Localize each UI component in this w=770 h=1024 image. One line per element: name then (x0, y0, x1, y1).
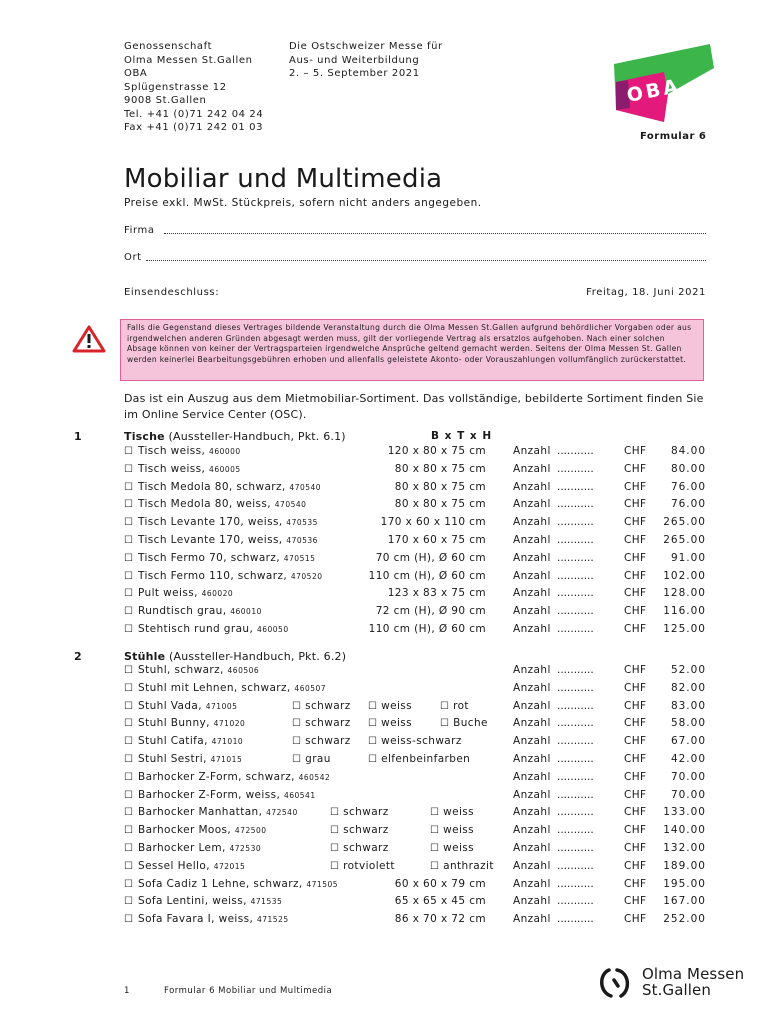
anzahl-label: Anzahl (513, 445, 551, 457)
address-line: OBA (124, 68, 148, 79)
address-line: Genossenschaft (124, 41, 213, 52)
anzahl-input[interactable]: ........... (557, 445, 594, 457)
anzahl-label: Anzahl (513, 842, 551, 854)
item-price: 82.00 (670, 681, 706, 694)
currency-label: CHF (624, 770, 647, 783)
anzahl-input[interactable]: ........... (557, 913, 594, 926)
item-code: 470520 (290, 571, 323, 581)
anzahl-input[interactable]: ........... (557, 895, 594, 908)
item-label: Tisch Fermo 70, schwarz, 470515 (138, 551, 316, 564)
option-checkbox[interactable]: ☐ weiss (368, 717, 413, 730)
item-code: 460005 (209, 464, 241, 474)
anzahl-label: Anzahl (513, 735, 551, 748)
item-price: 80.00 (670, 462, 706, 475)
item-code: 471505 (306, 879, 339, 889)
item-row (124, 463, 706, 481)
currency-label: CHF (624, 788, 647, 801)
item-label: Barhocker Lem, 472530 (138, 842, 262, 854)
item-checkbox[interactable]: ☐ (124, 789, 134, 801)
ort-dotted-line[interactable] (146, 260, 706, 261)
section-ref: (Aussteller-Handbuch, Pkt. 6.1) (168, 430, 346, 443)
item-row (124, 895, 706, 913)
anzahl-input[interactable]: ........... (557, 735, 594, 748)
anzahl-input[interactable]: ........... (557, 806, 594, 819)
dimension-header: B x T x H (431, 430, 493, 442)
deadline-label: Einsendeschluss: (124, 287, 220, 298)
item-row (124, 842, 706, 860)
item-price: 70.00 (670, 788, 706, 801)
anzahl-input[interactable]: ........... (557, 587, 594, 600)
anzahl-input[interactable]: ........... (557, 717, 594, 730)
anzahl-label: Anzahl (513, 753, 551, 765)
anzahl-label: Anzahl (513, 462, 551, 475)
item-row (124, 735, 706, 753)
currency-label: CHF (624, 569, 647, 582)
option-checkbox[interactable]: ☐ rotviolett (330, 859, 395, 872)
option-checkbox[interactable]: ☐ schwarz (292, 717, 351, 730)
item-checkbox[interactable]: ☐ (124, 624, 134, 635)
anzahl-input[interactable]: ........... (557, 681, 594, 694)
item-price: 189.00 (663, 859, 706, 872)
item-row (124, 587, 706, 605)
item-row (124, 878, 706, 896)
item-code: 472500 (234, 826, 267, 836)
item-checkbox[interactable]: ☐ (124, 446, 134, 457)
currency-label: CHF (624, 895, 647, 908)
currency-label: CHF (624, 913, 647, 926)
option-checkbox[interactable]: ☐ grau (292, 753, 331, 765)
item-price: 102.00 (663, 569, 706, 582)
anzahl-label: Anzahl (513, 806, 551, 819)
anzahl-label: Anzahl (513, 605, 551, 618)
anzahl-label: Anzahl (513, 498, 551, 511)
option-checkbox[interactable]: ☐ schwarz (330, 842, 389, 854)
item-checkbox[interactable]: ☐ (124, 499, 134, 511)
currency-label: CHF (624, 806, 647, 819)
section-heading (124, 430, 346, 443)
option-checkbox[interactable]: ☐ anthrazit (430, 859, 494, 872)
option-checkbox[interactable]: ☐ weiss (430, 842, 475, 854)
item-row (124, 481, 706, 499)
item-label: Pult weiss, 460020 (138, 587, 234, 600)
item-checkbox[interactable]: ☐ (124, 718, 134, 730)
firma-dotted-line[interactable] (164, 233, 706, 234)
item-price: 42.00 (670, 753, 706, 765)
anzahl-input[interactable]: ........... (557, 498, 594, 511)
anzahl-input[interactable]: ........... (557, 623, 594, 635)
item-checkbox[interactable]: ☐ (124, 700, 134, 712)
item-code: 472540 (266, 808, 298, 818)
sender-address (124, 40, 263, 135)
item-checkbox[interactable]: ☐ (124, 606, 134, 618)
item-dimensions: 80 x 80 x 75 cm (394, 480, 486, 493)
anzahl-input[interactable]: ........... (557, 534, 594, 546)
item-label: Sofa Cadiz 1 Lehne, schwarz, 471505 (138, 877, 339, 890)
item-price: 265.00 (663, 516, 706, 529)
item-dimensions: 60 x 60 x 79 cm (394, 877, 486, 890)
item-label: Tisch Medola 80, weiss, 470540 (138, 498, 307, 511)
address-line: Fax +41 (0)71 242 01 03 (124, 122, 264, 133)
item-checkbox[interactable]: ☐ (124, 665, 134, 676)
firma-label: Firma (124, 225, 155, 236)
item-code: 472530 (229, 844, 262, 853)
item-code: 460010 (230, 607, 262, 617)
currency-label: CHF (624, 824, 647, 837)
anzahl-input[interactable]: ........... (557, 770, 594, 783)
currency-label: CHF (624, 664, 647, 676)
item-dimensions: 70 cm (H), Ø 60 cm (375, 551, 486, 564)
anzahl-label: Anzahl (513, 551, 551, 564)
anzahl-input[interactable]: ........... (557, 877, 594, 890)
fair-line: Aus- und Weiterbildung (289, 54, 420, 66)
item-row (124, 771, 706, 789)
form-label: Formular 6 (640, 131, 707, 142)
item-price: 140.00 (663, 824, 706, 837)
item-price: 84.00 (670, 445, 706, 457)
item-code: 470536 (286, 536, 318, 545)
item-row (124, 806, 706, 824)
item-code: 470535 (286, 518, 318, 528)
anzahl-label: Anzahl (513, 623, 551, 635)
anzahl-input[interactable]: ........... (557, 859, 594, 872)
item-checkbox[interactable]: ☐ (124, 552, 134, 564)
item-checkbox[interactable]: ☐ (124, 825, 134, 837)
anzahl-input[interactable]: ........... (557, 788, 594, 801)
item-label: Stuhl Vada, 471005 (138, 699, 238, 712)
item-checkbox[interactable]: ☐ (124, 588, 134, 600)
item-dimensions: 120 x 80 x 75 cm (387, 445, 486, 457)
address-line: Tel. +41 (0)71 242 04 24 (124, 108, 264, 120)
item-dimensions: 80 x 80 x 75 cm (394, 498, 486, 511)
item-dimensions: 65 x 65 x 45 cm (394, 895, 486, 908)
currency-label: CHF (624, 842, 647, 854)
anzahl-label: Anzahl (513, 534, 551, 546)
item-price: 58.00 (670, 717, 706, 730)
fair-line: Die Ostschweizer Messe für (289, 41, 443, 52)
item-checkbox[interactable]: ☐ (124, 896, 134, 908)
section-number: 2 (74, 650, 82, 663)
item-row (124, 664, 706, 682)
item-row (124, 753, 706, 771)
brand-line: St.Gallen (642, 981, 711, 999)
currency-label: CHF (624, 587, 647, 600)
item-label: Stehtisch rund grau, 460050 (138, 623, 289, 635)
item-row (124, 824, 706, 842)
currency-label: CHF (624, 699, 647, 712)
item-code: 471005 (205, 701, 238, 711)
item-checkbox[interactable]: ☐ (124, 771, 134, 783)
currency-label: CHF (624, 717, 647, 730)
item-row (124, 913, 706, 931)
anzahl-label: Anzahl (513, 569, 551, 582)
item-price: 252.00 (663, 913, 706, 926)
item-label: Tisch Fermo 110, schwarz, 470520 (138, 569, 323, 582)
item-dimensions: 72 cm (H), Ø 90 cm (375, 605, 486, 618)
anzahl-label: Anzahl (513, 913, 551, 926)
item-dimensions: 86 x 70 x 72 cm (394, 913, 486, 926)
item-price: 125.00 (663, 623, 706, 635)
item-label: Tisch Medola 80, schwarz, 470540 (138, 480, 322, 493)
item-price: 133.00 (663, 806, 706, 819)
option-checkbox[interactable]: ☐ elfenbeinfarben (368, 753, 471, 765)
item-code: 470540 (289, 482, 322, 492)
item-price: 83.00 (670, 699, 706, 712)
item-code: 471010 (211, 737, 244, 747)
item-checkbox[interactable]: ☐ (124, 517, 134, 529)
intro-text: Das ist ein Auszug aus dem Mietmobiliar-Sortiment. Das vollständige, bebilderte Sortiment finden Sie im Online Service Center (OSC). (124, 392, 704, 421)
anzahl-input[interactable]: ........... (557, 462, 594, 475)
item-code: 460542 (298, 772, 331, 782)
item-label: Stuhl Bunny, 471020 (138, 717, 246, 730)
item-label: Rundtisch grau, 460010 (138, 605, 262, 618)
item-label: Stuhl mit Lehnen, schwarz, 460507 (138, 681, 327, 694)
item-row (124, 700, 706, 718)
item-dimensions: 123 x 83 x 75 cm (387, 587, 486, 600)
footer-label: Formular 6 Mobiliar und Multimedia (164, 986, 333, 996)
option-checkbox[interactable]: ☐ weiss (368, 699, 413, 712)
section-title: Stühle (124, 650, 166, 663)
item-label: Stuhl Catifa, 471010 (138, 735, 244, 748)
section-heading (124, 650, 346, 663)
item-checkbox[interactable]: ☐ (124, 463, 134, 475)
brand-line: Olma Messen (642, 965, 745, 983)
option-checkbox[interactable]: ☐ rot (440, 699, 469, 712)
logo-text: OBA (625, 74, 683, 107)
anzahl-input[interactable]: ........... (557, 551, 594, 564)
item-price: 70.00 (670, 770, 706, 783)
option-checkbox[interactable]: ☐ schwarz (292, 735, 351, 748)
anzahl-label: Anzahl (513, 877, 551, 890)
anzahl-input[interactable]: ........... (557, 842, 594, 854)
oba-logo (608, 38, 718, 124)
item-checkbox[interactable]: ☐ (124, 736, 134, 748)
anzahl-label: Anzahl (513, 699, 551, 712)
item-code: 460020 (201, 589, 234, 599)
anzahl-input[interactable]: ........... (557, 480, 594, 493)
anzahl-input[interactable]: ........... (557, 664, 594, 676)
item-label: Tisch weiss, 460005 (138, 462, 241, 475)
currency-label: CHF (624, 735, 647, 748)
deadline-value: Freitag, 18. Juni 2021 (586, 287, 706, 298)
item-row (124, 445, 706, 463)
currency-label: CHF (624, 877, 647, 890)
option-checkbox[interactable]: ☐ schwarz (292, 699, 351, 712)
item-checkbox[interactable]: ☐ (124, 878, 134, 890)
item-checkbox[interactable]: ☐ (124, 914, 134, 926)
anzahl-label: Anzahl (513, 516, 551, 529)
option-checkbox[interactable]: ☐ weiss (430, 806, 475, 819)
item-checkbox[interactable]: ☐ (124, 754, 134, 765)
item-label: Barhocker Z-Form, weiss, 460541 (138, 788, 316, 801)
anzahl-label: Anzahl (513, 770, 551, 783)
item-row (124, 682, 706, 700)
item-code: 471525 (256, 915, 289, 925)
item-checkbox[interactable]: ☐ (124, 860, 134, 872)
item-checkbox[interactable]: ☐ (124, 682, 134, 694)
ort-label: Ort (124, 252, 142, 263)
currency-label: CHF (624, 605, 647, 618)
item-label: Sessel Hello, 472015 (138, 859, 246, 872)
page-number: 1 (124, 986, 130, 996)
item-code: 471535 (250, 897, 283, 907)
fair-line: 2. – 5. September 2021 (289, 68, 420, 79)
anzahl-label: Anzahl (513, 895, 551, 908)
item-label: Tisch weiss, 460000 (138, 445, 241, 457)
currency-label: CHF (624, 753, 647, 765)
item-price: 67.00 (670, 735, 706, 748)
section-ref: (Aussteller-Handbuch, Pkt. 6.2) (168, 650, 347, 663)
item-code: 460000 (209, 447, 241, 456)
warning-icon (72, 325, 106, 353)
address-line: Olma Messen St.Gallen (124, 54, 253, 66)
item-row (124, 534, 706, 552)
item-price: 116.00 (663, 605, 706, 618)
item-code: 470540 (274, 500, 307, 510)
currency-label: CHF (624, 516, 647, 529)
cancellation-notice: Falls die Gegenstand dieses Vertrages bildende Veranstaltung durch die Olma Messen St.Gallen aufgrund behördlicher Vorgaben oder aus irgendwelchen anderen Gründen abgesagt werden muss, gilt der vorliegende Vertrag als ersatzlos aufgehoben. Nach einer solchen Absage können von keiner der Vertragsparteien irgendwelche Ansprüche geltend gemacht werden. Seitens der Olma Messen St. Gallen werden keinerlei Bearbeitungsgebühren erhoben und allenfalls geleistete Akonto- oder Vorauszahlungen vollumfänglich zurückerstattet. (120, 319, 704, 381)
olma-logo-icon (597, 966, 635, 1000)
anzahl-input[interactable]: ........... (557, 824, 594, 837)
currency-label: CHF (624, 681, 647, 694)
item-checkbox[interactable]: ☐ (124, 535, 134, 546)
currency-label: CHF (624, 534, 647, 546)
currency-label: CHF (624, 859, 647, 872)
item-code: 471015 (210, 755, 243, 764)
item-price: 132.00 (663, 842, 706, 854)
option-checkbox[interactable]: ☐ weiss (430, 824, 475, 837)
item-price: 167.00 (663, 895, 706, 908)
item-label: Barhocker Moos, 472500 (138, 824, 267, 837)
item-checkbox[interactable]: ☐ (124, 570, 134, 582)
currency-label: CHF (624, 551, 647, 564)
item-row (124, 552, 706, 570)
option-checkbox[interactable]: ☐ weiss-schwarz (368, 735, 462, 748)
ort-field[interactable] (124, 252, 706, 263)
item-dimensions: 170 x 60 x 110 cm (380, 516, 486, 529)
anzahl-label: Anzahl (513, 788, 551, 801)
anzahl-input[interactable]: ........... (557, 753, 594, 765)
item-row (124, 498, 706, 516)
anzahl-label: Anzahl (513, 824, 551, 837)
item-code: 460506 (227, 666, 260, 675)
option-checkbox[interactable]: ☐ schwarz (330, 824, 389, 837)
item-price: 195.00 (663, 877, 706, 890)
item-row (124, 789, 706, 807)
currency-label: CHF (624, 623, 647, 635)
item-dimensions: 110 cm (H), Ø 60 cm (368, 623, 486, 635)
item-dimensions: 110 cm (H), Ø 60 cm (368, 569, 486, 582)
page-subtitle: Preise exkl. MwSt. Stückpreis, sofern nicht anders angegeben. (124, 197, 482, 209)
item-label: Sofa Lentini, weiss, 471535 (138, 895, 283, 908)
address-line: 9008 St.Gallen (124, 95, 207, 106)
item-row (124, 860, 706, 878)
item-row (124, 717, 706, 735)
item-label: Barhocker Manhattan, 472540 (138, 806, 298, 819)
item-label: Tisch Levante 170, weiss, 470535 (138, 516, 318, 529)
currency-label: CHF (624, 498, 647, 511)
section-number: 1 (74, 430, 82, 443)
item-price: 128.00 (663, 587, 706, 600)
item-checkbox[interactable]: ☐ (124, 807, 134, 819)
item-dimensions: 80 x 80 x 75 cm (394, 462, 486, 475)
anzahl-input[interactable]: ........... (557, 569, 594, 582)
item-code: 460541 (283, 790, 316, 800)
page-title: Mobiliar und Multimedia (124, 164, 443, 194)
firma-field[interactable] (124, 225, 706, 236)
currency-label: CHF (624, 445, 647, 457)
currency-label: CHF (624, 480, 647, 493)
item-row (124, 516, 706, 534)
anzahl-label: Anzahl (513, 681, 551, 694)
item-label: Sofa Favara I, weiss, 471525 (138, 913, 289, 926)
anzahl-label: Anzahl (513, 480, 551, 493)
anzahl-input[interactable]: ........... (557, 605, 594, 618)
olma-brand (642, 966, 744, 998)
currency-label: CHF (624, 462, 647, 475)
item-checkbox[interactable]: ☐ (124, 843, 134, 854)
item-code: 460050 (256, 625, 289, 634)
item-price: 91.00 (670, 551, 706, 564)
item-label: Stuhl, schwarz, 460506 (138, 664, 260, 676)
item-label: Stuhl Sestri, 471015 (138, 753, 243, 765)
item-label: Tisch Levante 170, weiss, 470536 (138, 534, 318, 546)
item-code: 460507 (294, 683, 327, 693)
section-title: Tische (124, 430, 165, 443)
fair-info (289, 40, 443, 81)
item-row (124, 570, 706, 588)
item-checkbox[interactable]: ☐ (124, 481, 134, 493)
address-line: Splügenstrasse 12 (124, 81, 227, 93)
item-price: 76.00 (670, 498, 706, 511)
item-code: 470515 (283, 553, 316, 563)
item-code: 472015 (213, 861, 246, 871)
anzahl-label: Anzahl (513, 859, 551, 872)
anzahl-label: Anzahl (513, 587, 551, 600)
option-checkbox[interactable]: ☐ Buche (440, 717, 488, 730)
option-checkbox[interactable]: ☐ schwarz (330, 806, 389, 819)
item-dimensions: 170 x 60 x 75 cm (387, 534, 486, 546)
anzahl-input[interactable]: ........... (557, 516, 594, 529)
item-code: 471020 (213, 719, 246, 729)
item-label: Barhocker Z-Form, schwarz, 460542 (138, 770, 331, 783)
item-price: 76.00 (670, 480, 706, 493)
anzahl-label: Anzahl (513, 664, 551, 676)
item-price: 265.00 (663, 534, 706, 546)
item-row (124, 623, 706, 641)
item-price: 52.00 (670, 664, 706, 676)
item-row (124, 605, 706, 623)
anzahl-input[interactable]: ........... (557, 699, 594, 712)
anzahl-label: Anzahl (513, 717, 551, 730)
